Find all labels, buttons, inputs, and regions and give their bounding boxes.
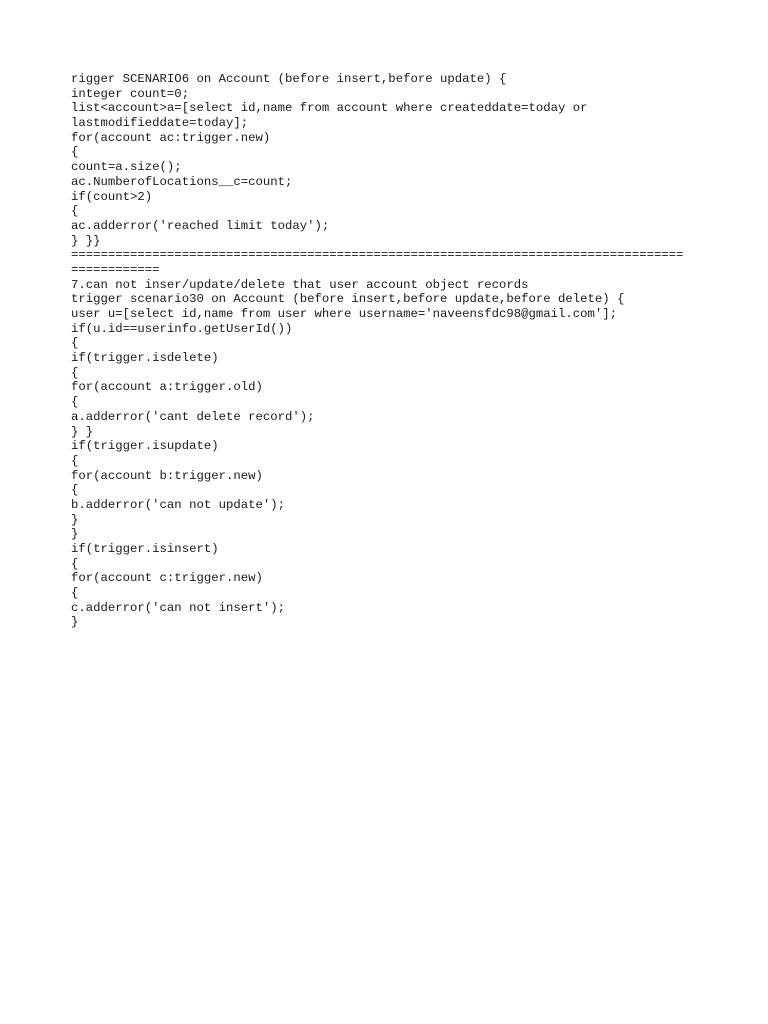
code-line: ac.NumberofLocations__c=count;: [71, 174, 293, 189]
code-line: if(count>2): [71, 189, 153, 204]
code-line: if(u.id==userinfo.getUserId()): [71, 321, 293, 336]
code-line: }: [71, 615, 79, 630]
code-line: }: [71, 527, 79, 542]
code-line: ac.adderror('reached limit today');: [71, 218, 330, 233]
code-listing: [71, 72, 711, 630]
code-line: {: [71, 453, 79, 468]
code-line: {: [71, 556, 79, 571]
code-line: if(trigger.isinsert): [71, 542, 219, 556]
separator-line: ============: [71, 262, 160, 277]
code-line: a.adderror('cant delete record');: [71, 409, 315, 424]
code-line: for(account ac:trigger.new): [71, 130, 271, 145]
code-line: {: [71, 586, 79, 601]
code-line: } }}: [71, 233, 101, 248]
code-line: user u=[select id,name from user where username='naveensfdc98@gmail.com'];: [71, 307, 618, 321]
code-line: list<account>a=[select id,name from account where createddate=today or: [71, 101, 588, 116]
code-line: integer count=0;: [71, 86, 190, 101]
code-line: {: [71, 483, 79, 498]
code-line: {: [71, 204, 79, 219]
code-line: for(account a:trigger.old): [71, 380, 263, 395]
code-line: lastmodifieddate=today];: [71, 116, 249, 131]
code-line: {: [71, 145, 79, 160]
code-line: trigger scenario30 on Account (before insert,before update,before delete) {: [71, 292, 625, 307]
code-line: count=a.size();: [71, 160, 182, 175]
code-line: }: [71, 512, 79, 527]
code-line: } }: [71, 424, 94, 439]
code-line: {: [71, 395, 79, 410]
code-line: b.adderror('can not update');: [71, 497, 286, 512]
separator-line: ===================================================================================: [71, 248, 684, 263]
code-line: {: [71, 336, 79, 351]
code-line: if(trigger.isupdate): [71, 439, 219, 454]
code-line: if(trigger.isdelete): [71, 351, 219, 366]
code-line: {: [71, 365, 79, 380]
section-heading: 7.can not inser/update/delete that user account object records: [71, 277, 529, 292]
code-line: for(account c:trigger.new): [71, 571, 263, 586]
code-line: c.adderror('can not insert');: [71, 600, 286, 615]
code-line: for(account b:trigger.new): [71, 468, 263, 483]
code-line: rigger SCENARIO6 on Account (before insert,before update) {: [71, 72, 507, 86]
